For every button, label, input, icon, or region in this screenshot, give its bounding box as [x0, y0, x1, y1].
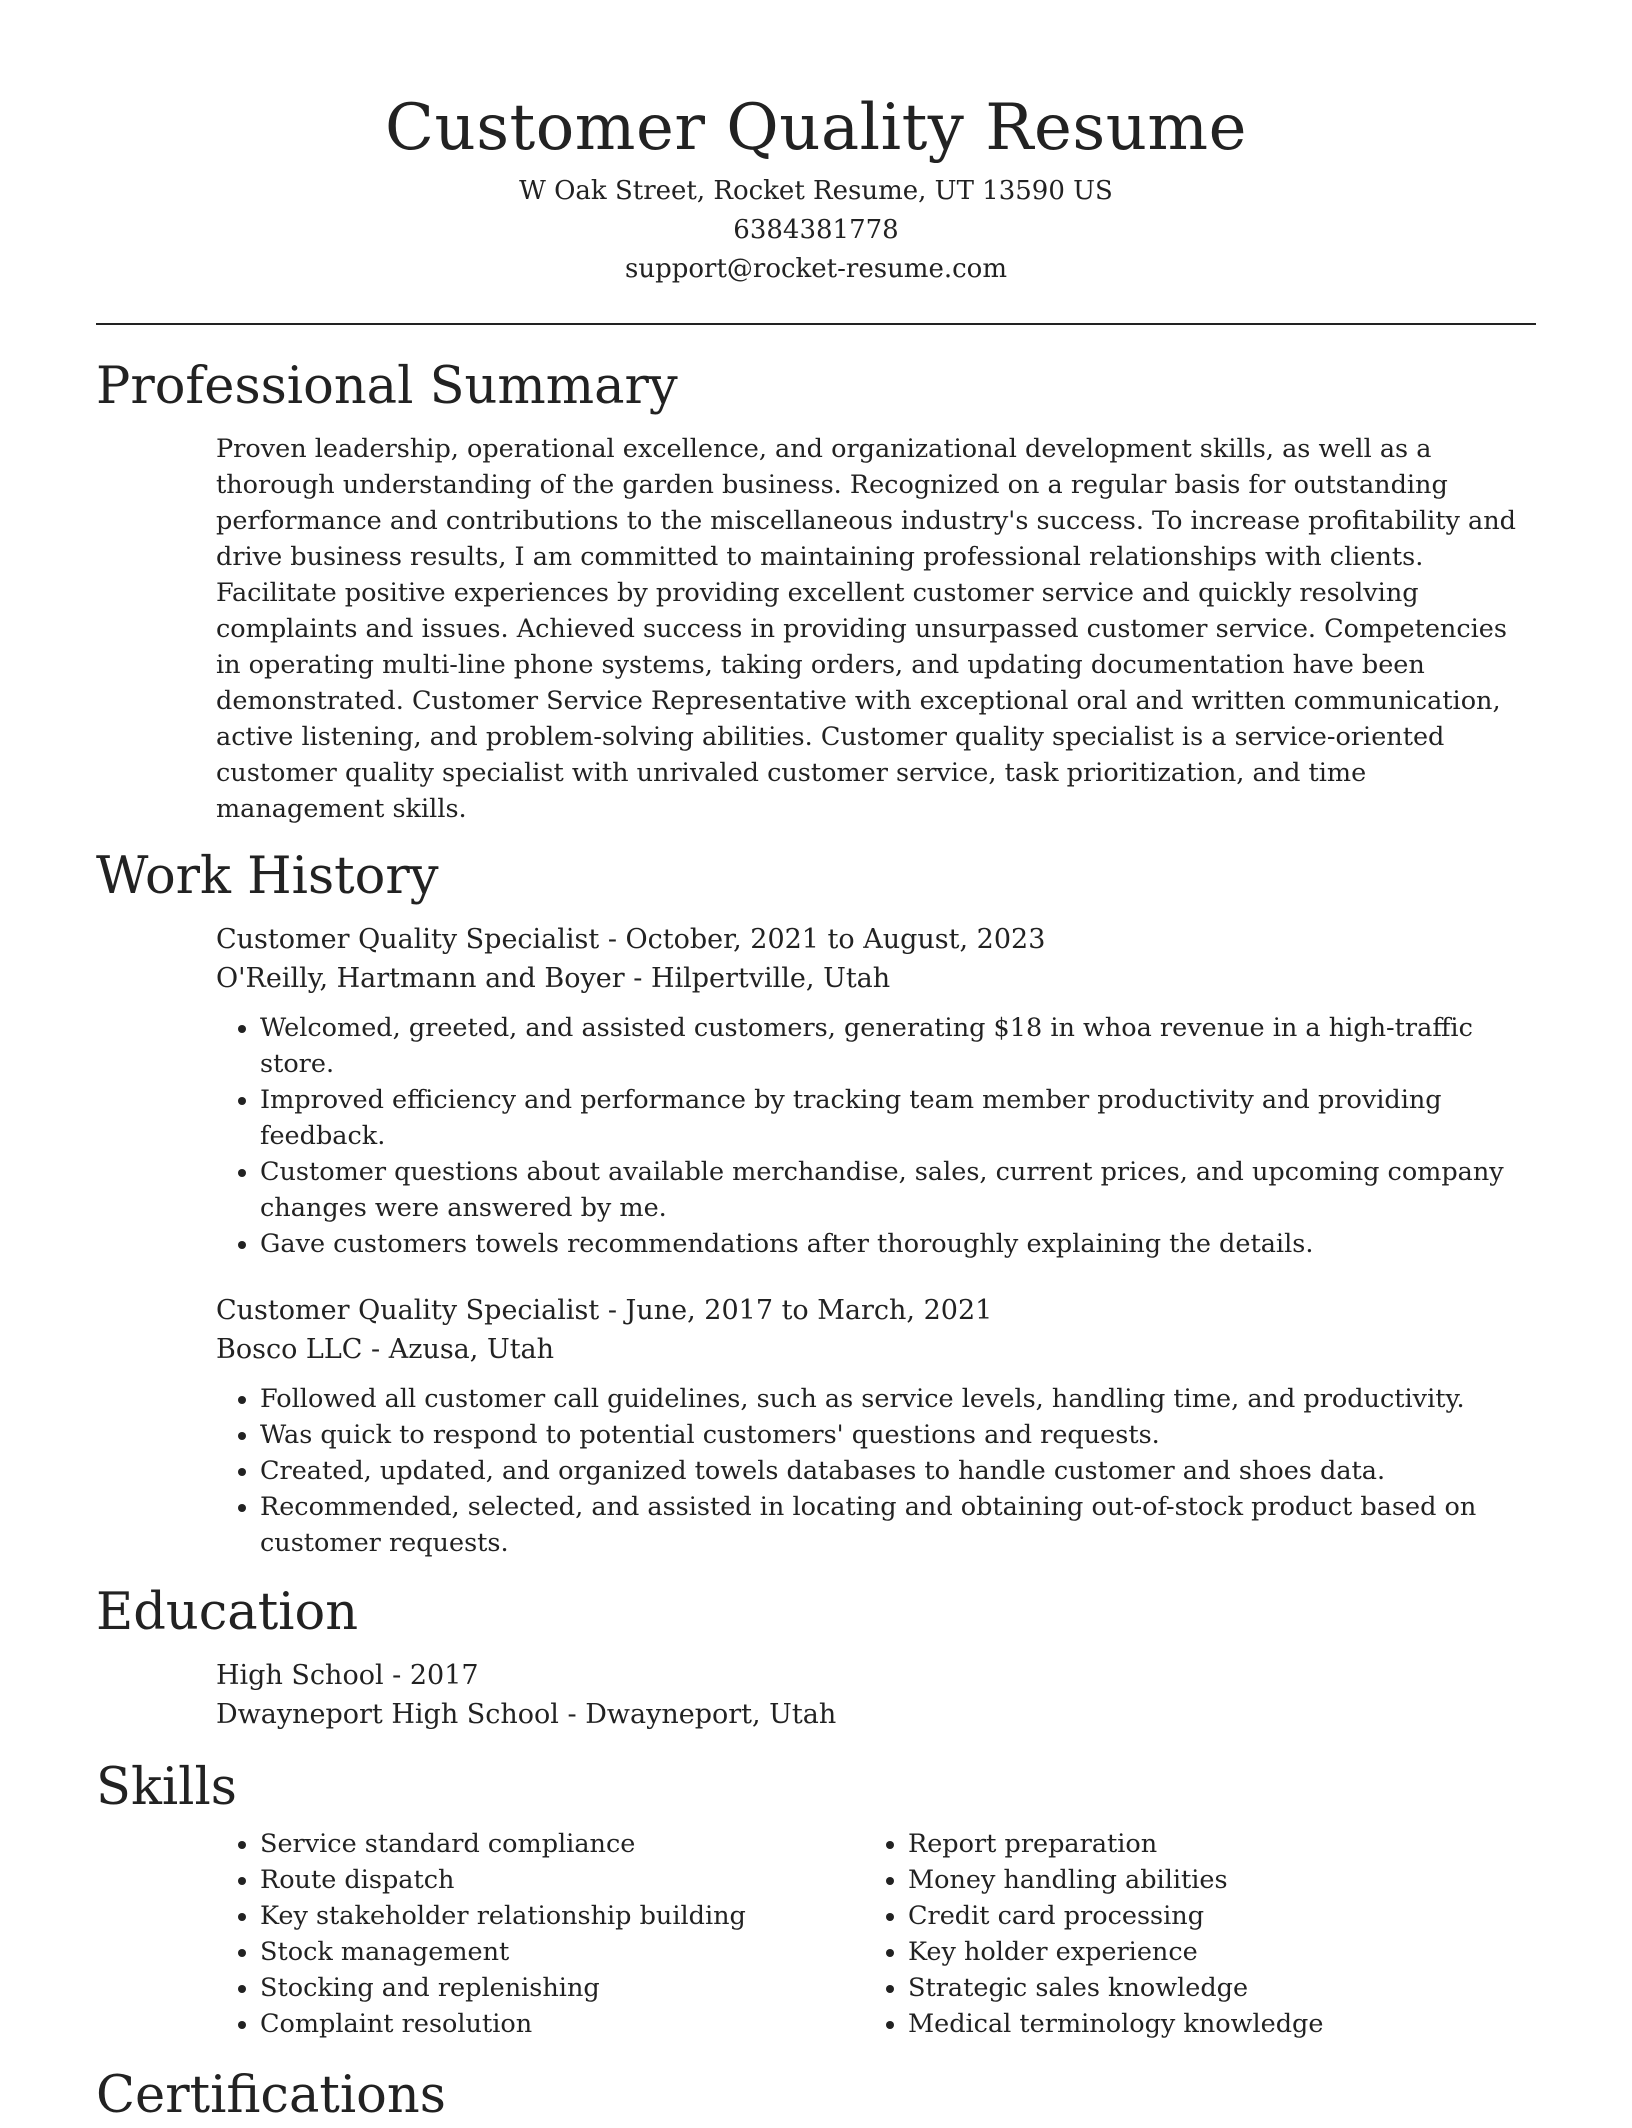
resume-header — [96, 0, 1536, 289]
section-title-skills: Skills — [96, 1758, 237, 1817]
education-degree-line: High School - 2017 — [216, 1660, 479, 1691]
section-work-history — [96, 845, 1536, 1561]
job-entry — [216, 1292, 1536, 1561]
header-divider — [96, 323, 1536, 325]
list-item: • Customer questions about available merchandise, sales, current prices, and upcoming company changes were answered by me. — [260, 1154, 1536, 1226]
list-item: • Stock management — [260, 1934, 864, 1970]
skills-grid — [216, 1826, 1536, 2042]
job-company-line: O'Reilly, Hartmann and Boyer - Hilpertville, Utah — [216, 962, 891, 994]
section-certifications — [96, 2064, 1536, 2128]
section-title-work-history: Work History — [96, 847, 439, 906]
skills-column-left — [216, 1826, 864, 2042]
job-role-line: Customer Quality Specialist - June, 2017 to March, 2021 — [216, 1295, 993, 1326]
job-role-line: Customer Quality Specialist - October, 2021 to August, 2023 — [216, 924, 1046, 955]
summary-text: Proven leadership, operational excellence, and organizational development skills, as well as a thorough understanding of the garden business. Recognized on a regular basis for outstanding performance and contributions to the miscellaneous industry's success. To increase profitability and drive business results, I am committed to maintaining professional relationships with clients. Facilitate positive experiences by providing excellent customer service and quickly resolving complaints and issues. Achieved success in providing unsurpassed customer service. Competencies in operating multi-line phone systems, taking orders, and updating documentation have been demonstrated. Customer Service Representative with exceptional oral and written communication, active listening, and problem-solving abilities. Customer quality specialist is a service-oriented customer quality specialist with unrivaled customer service, task prioritization, and time management skills. — [216, 434, 1516, 824]
education-school-line: Dwayneport High School - Dwayneport, Utah — [216, 1698, 837, 1730]
list-item: • Strategic sales knowledge — [908, 1970, 1512, 2006]
list-item: • Credit card processing — [908, 1898, 1512, 1934]
skills-column-right — [864, 1826, 1512, 2042]
list-item: • Was quick to respond to potential customers' questions and requests. — [260, 1417, 1536, 1453]
list-item: • Welcomed, greeted, and assisted customers, generating $18 in whoa revenue in a high-traffic store. — [260, 1010, 1536, 1082]
list-item: • Route dispatch — [260, 1862, 864, 1898]
list-item: • Key holder experience — [908, 1934, 1512, 1970]
contact-phone: 6384381778 — [733, 215, 899, 245]
list-item: • Created, updated, and organized towels databases to handle customer and shoes data. — [260, 1453, 1536, 1489]
list-item: • Report preparation — [908, 1826, 1512, 1862]
resume-name: Customer Quality Resume — [385, 91, 1247, 165]
job-bullets — [216, 1381, 1536, 1561]
list-item: • Recommended, selected, and assisted in locating and obtaining out-of-stock product based on customer requests. — [260, 1489, 1536, 1561]
list-item: • Gave customers towels recommendations after thoroughly explaining the details. — [260, 1226, 1536, 1262]
list-item: • Stocking and replenishing — [260, 1970, 864, 2006]
section-title-education: Education — [96, 1583, 359, 1642]
resume-page — [96, 0, 1536, 2128]
contact-address: W Oak Street, Rocket Resume, UT 13590 US — [519, 176, 1113, 206]
list-item: • Medical terminology knowledge — [908, 2006, 1512, 2042]
list-item: • Service standard compliance — [260, 1826, 864, 1862]
section-education — [96, 1581, 1536, 1734]
list-item: • Money handling abilities — [908, 1862, 1512, 1898]
contact-email: support@rocket-resume.com — [624, 254, 1007, 284]
list-item: • Followed all customer call guidelines, such as service levels, handling time, and productivity. — [260, 1381, 1536, 1417]
list-item: • Key stakeholder relationship building — [260, 1898, 864, 1934]
job-bullets — [216, 1010, 1536, 1262]
list-item: • Improved efficiency and performance by tracking team member productivity and providing feedback. — [260, 1082, 1536, 1154]
section-skills — [96, 1756, 1536, 2042]
section-title-certifications: Certifications — [96, 2066, 446, 2125]
job-entry — [216, 921, 1536, 1262]
job-company-line: Bosco LLC - Azusa, Utah — [216, 1333, 555, 1365]
list-item: • Complaint resolution — [260, 2006, 864, 2042]
section-title-summary: Professional Summary — [96, 357, 678, 416]
section-summary — [96, 355, 1536, 827]
